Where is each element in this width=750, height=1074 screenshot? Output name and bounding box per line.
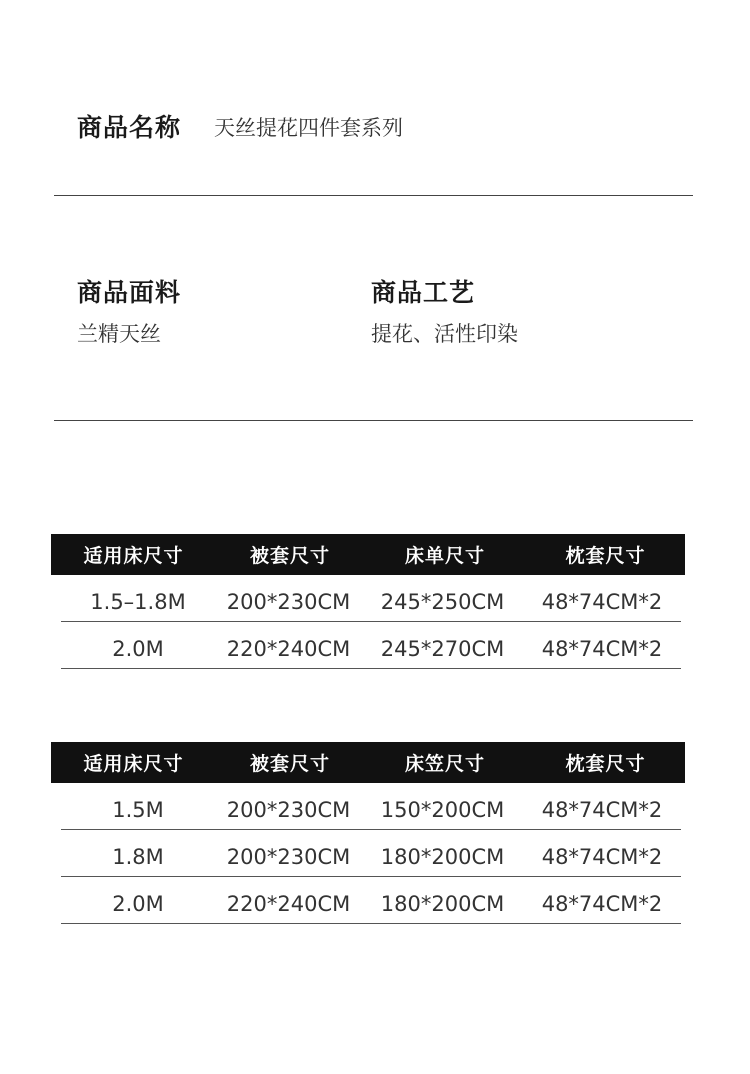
- header-fitted-sheet-size: 床笠尺寸: [404, 753, 485, 775]
- size-table-fitted: [51, 742, 685, 924]
- craft-value: 提花、活性印染: [371, 322, 518, 346]
- size-table-sheet: [51, 534, 685, 669]
- header-bed-size: 适用床尺寸: [83, 753, 184, 775]
- header-duvet-size: 被套尺寸: [249, 753, 330, 775]
- cell-bed-size: 1.5M: [112, 798, 164, 822]
- cell-fitted-sheet-size: 150*200CM: [380, 798, 505, 822]
- cell-pillowcase-size: 48*74CM*2: [541, 798, 663, 822]
- cell-fitted-sheet-size: 180*200CM: [380, 892, 505, 916]
- cell-duvet-size: 220*240CM: [226, 637, 351, 661]
- cell-bed-size: 2.0M: [112, 892, 164, 916]
- table-row: [61, 575, 681, 622]
- craft-label: 商品工艺: [371, 278, 476, 307]
- fabric-value: 兰精天丝: [77, 322, 161, 346]
- header-duvet-size: 被套尺寸: [249, 545, 330, 567]
- table-row: [61, 783, 681, 830]
- cell-duvet-size: 200*230CM: [226, 590, 351, 614]
- cell-sheet-size: 245*270CM: [380, 637, 505, 661]
- cell-pillowcase-size: 48*74CM*2: [541, 590, 663, 614]
- divider: [54, 195, 693, 196]
- header-sheet-size: 床单尺寸: [404, 545, 485, 567]
- cell-bed-size: 1.8M: [112, 845, 164, 869]
- header-pillowcase-size: 枕套尺寸: [565, 753, 646, 775]
- cell-sheet-size: 245*250CM: [380, 590, 505, 614]
- cell-duvet-size: 200*230CM: [226, 798, 351, 822]
- cell-pillowcase-size: 48*74CM*2: [541, 845, 663, 869]
- cell-fitted-sheet-size: 180*200CM: [380, 845, 505, 869]
- cell-pillowcase-size: 48*74CM*2: [541, 637, 663, 661]
- cell-duvet-size: 200*230CM: [226, 845, 351, 869]
- header-pillowcase-size: 枕套尺寸: [565, 545, 646, 567]
- cell-bed-size: 2.0M: [112, 637, 164, 661]
- table-row: [61, 877, 681, 924]
- table-row: [61, 622, 681, 669]
- table-row: [61, 830, 681, 877]
- product-name-value: 天丝提花四件套系列: [214, 116, 403, 140]
- header-bed-size: 适用床尺寸: [83, 545, 184, 567]
- cell-pillowcase-size: 48*74CM*2: [541, 892, 663, 916]
- fabric-label: 商品面料: [77, 278, 182, 307]
- cell-duvet-size: 220*240CM: [226, 892, 351, 916]
- product-name-label: 商品名称: [77, 113, 182, 142]
- divider: [54, 420, 693, 421]
- cell-bed-size: 1.5–1.8M: [90, 590, 186, 614]
- table-header: [51, 534, 685, 575]
- table-header: [51, 742, 685, 783]
